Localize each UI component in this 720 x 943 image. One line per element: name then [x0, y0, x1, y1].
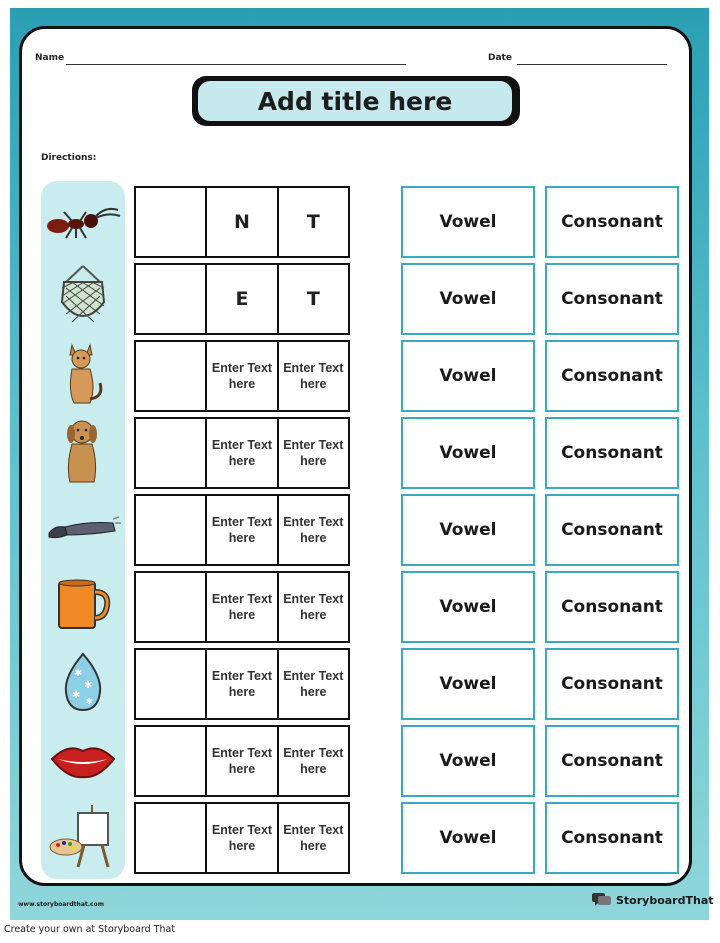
letter-cell[interactable]: Enter Text here: [205, 496, 276, 564]
letter-cell[interactable]: Enter Text here: [205, 573, 276, 641]
letter-cell[interactable]: Enter Text here: [205, 342, 276, 410]
blank-letter-cell[interactable]: [136, 265, 205, 333]
date-label: Date: [488, 53, 512, 63]
name-line[interactable]: [66, 64, 406, 65]
blank-letter-cell[interactable]: [136, 188, 205, 256]
consonant-option[interactable]: Consonant: [545, 802, 679, 874]
vowel-option[interactable]: Vowel: [401, 494, 535, 566]
letter-cell[interactable]: N: [205, 188, 276, 256]
letter-cell[interactable]: T: [277, 265, 348, 333]
letter-grid-row: [134, 494, 350, 566]
ant-icon: [44, 200, 122, 244]
vowel-option[interactable]: Vowel: [401, 802, 535, 874]
letter-cell[interactable]: Enter Text here: [205, 804, 276, 872]
blank-letter-cell[interactable]: [136, 573, 205, 641]
svg-text:✱: ✱: [74, 668, 83, 679]
dog-icon: [60, 416, 106, 490]
mug-icon: [53, 576, 113, 638]
row-picture: [41, 571, 125, 643]
consonant-option[interactable]: Consonant: [545, 263, 679, 335]
blank-letter-cell[interactable]: [136, 342, 205, 410]
egg-icon: [62, 652, 104, 716]
vowel-option[interactable]: Vowel: [401, 571, 535, 643]
letter-cell[interactable]: Enter Text here: [277, 419, 348, 487]
speech-bubble-icon: [592, 893, 612, 907]
blank-letter-cell[interactable]: [136, 727, 205, 795]
row-picture: [41, 417, 125, 489]
consonant-option[interactable]: Consonant: [545, 186, 679, 258]
svg-text:✱: ✱: [86, 697, 93, 706]
vowel-option[interactable]: Vowel: [401, 340, 535, 412]
blank-letter-cell[interactable]: [136, 650, 205, 718]
blank-letter-cell[interactable]: [136, 804, 205, 872]
row-picture: [41, 725, 125, 797]
svg-text:✱: ✱: [84, 680, 93, 691]
vowel-option[interactable]: Vowel: [401, 263, 535, 335]
title-banner: [192, 76, 522, 128]
letter-cell[interactable]: E: [205, 265, 276, 333]
consonant-option[interactable]: Consonant: [545, 494, 679, 566]
letter-cell[interactable]: Enter Text here: [277, 804, 348, 872]
vowel-option[interactable]: Vowel: [401, 417, 535, 489]
letter-cell[interactable]: T: [277, 188, 348, 256]
row-picture: [41, 648, 125, 720]
row-picture: [41, 802, 125, 874]
letter-cell[interactable]: Enter Text here: [205, 419, 276, 487]
consonant-option[interactable]: Consonant: [545, 648, 679, 720]
letter-grid-row: [134, 340, 350, 412]
brand-name: StoryboardThat: [616, 893, 714, 907]
footer-url: www.storyboardthat.com: [18, 901, 104, 908]
row-picture: [41, 263, 125, 335]
row-picture: [41, 494, 125, 566]
consonant-option[interactable]: Consonant: [545, 725, 679, 797]
letter-grid-row: [134, 648, 350, 720]
name-label: Name: [35, 53, 65, 63]
letter-grid-row: [134, 417, 350, 489]
arm-icon: [43, 513, 123, 547]
letter-cell[interactable]: Enter Text here: [277, 650, 348, 718]
letter-cell[interactable]: Enter Text here: [277, 727, 348, 795]
page-title[interactable]: Add title here: [198, 81, 512, 121]
letter-cell[interactable]: Enter Text here: [277, 342, 348, 410]
svg-text:✱: ✱: [72, 690, 81, 701]
vowel-option[interactable]: Vowel: [401, 725, 535, 797]
vowel-option[interactable]: Vowel: [401, 648, 535, 720]
blank-letter-cell[interactable]: [136, 419, 205, 487]
consonant-option[interactable]: Consonant: [545, 417, 679, 489]
net-icon: [58, 264, 108, 334]
letter-cell[interactable]: Enter Text here: [277, 496, 348, 564]
letter-grid-row: [134, 186, 350, 258]
lips-icon: [48, 739, 118, 783]
consonant-option[interactable]: Consonant: [545, 571, 679, 643]
easel-icon: [48, 801, 118, 875]
caption: Create your own at Storyboard That: [4, 924, 176, 935]
date-line[interactable]: [517, 64, 667, 65]
letter-grid-row: [134, 802, 350, 874]
cat-icon: [60, 341, 106, 411]
letter-grid-row: [134, 571, 350, 643]
letter-grid-row: [134, 263, 350, 335]
letter-cell[interactable]: Enter Text here: [205, 650, 276, 718]
storyboardthat-logo: [592, 893, 714, 907]
letter-grid-row: [134, 725, 350, 797]
letter-cell[interactable]: Enter Text here: [277, 573, 348, 641]
directions-label: Directions:: [41, 153, 97, 163]
blank-letter-cell[interactable]: [136, 496, 205, 564]
letter-cell[interactable]: Enter Text here: [205, 727, 276, 795]
row-picture: [41, 186, 125, 258]
row-picture: [41, 340, 125, 412]
consonant-option[interactable]: Consonant: [545, 340, 679, 412]
vowel-option[interactable]: Vowel: [401, 186, 535, 258]
